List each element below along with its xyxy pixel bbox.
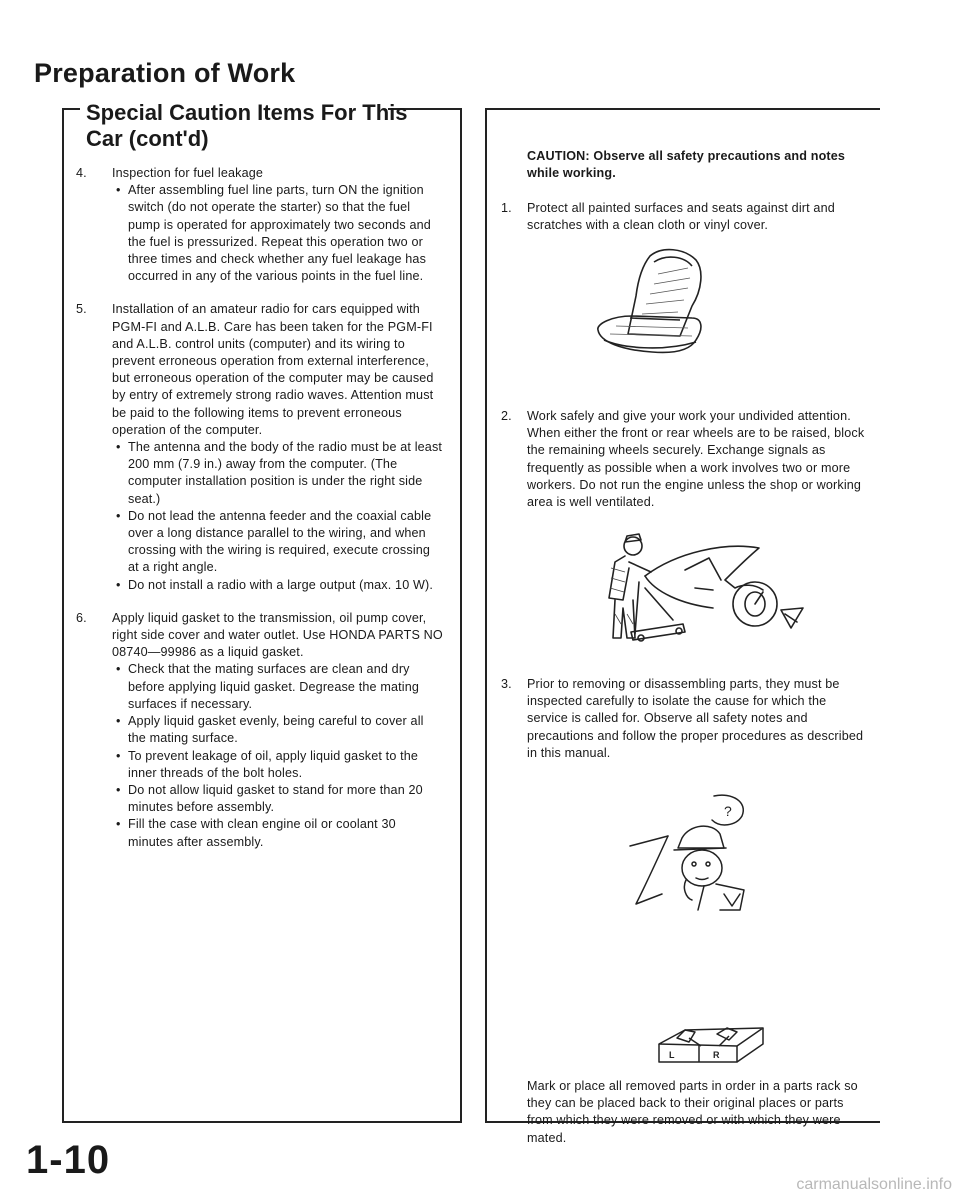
parts-rack-note: Mark or place all removed parts in order in a parts rack so they can be placed back to their original places or parts from which they were removed or with which they were mated.	[527, 1079, 858, 1145]
bullet-item: • After assembling fuel line parts, turn ON the ignition switch (do not operate the starter) so that the fuel pump is operated for approximately two seconds and the fuel is pressurized. Repeat this operation two or three times and check whether any fuel leakage has occurred in any of the various points in the fuel line.	[112, 182, 444, 285]
rack-label-right: R	[713, 1050, 720, 1060]
list-item-5	[76, 301, 444, 593]
frame-rule-top-left-short	[62, 108, 80, 110]
right-item-3	[487, 676, 867, 762]
bullet-item: • To prevent leakage of oil, apply liquid gasket to the inner threads of the bolt holes.	[112, 748, 444, 782]
section-title-line-2: Car (cont'd)	[86, 126, 209, 151]
thinking-mechanic-illustration	[628, 788, 768, 918]
item-number: 2.	[501, 409, 512, 423]
page-title: Preparation of Work	[34, 58, 296, 88]
list-item-4	[76, 165, 444, 285]
item-text: Protect all painted surfaces and seats against dirt and scratches with a clean cloth or vinyl cover.	[527, 201, 835, 233]
item-number: 6.	[76, 610, 87, 625]
parts-rack-drawing	[655, 1024, 765, 1066]
bullet-list	[112, 182, 444, 285]
frame-rule-bottom-left	[62, 1121, 462, 1123]
item-text: Installation of an amateur radio for cars equipped with PGM-FI and A.L.B. Care has been taken for the PGM-FI and A.L.B. control units (computer) and its wiring to prevent erroneous operation from external interference, but erroneous operation of the computer may be caused by entry of extremely strong radio waves. Attention must be paid to the following items to prevent erroneous operation of the computer.	[112, 302, 434, 437]
item-text: Prior to removing or disassembling parts, they must be inspected carefully to isolate the cause for which the service is called for. Observe all safety notes and precautions and follow the proper procedures as described in this manual.	[527, 677, 864, 760]
list-item-6	[76, 610, 444, 851]
item-text: Work safely and give your work your undivided attention. When either the front or rear wheels are to be raised, block the remaining wheels securely. Exchange signals as frequently as possible when a work involves two or more workers. Do not run the engine unless the shop or working area is well ventilated.	[527, 409, 865, 510]
bullet-list	[112, 661, 444, 850]
parts-rack-illustration	[655, 1160, 656, 1161]
frame-rule-top-right	[487, 108, 880, 110]
bullet-item: • The antenna and the body of the radio must be at least 200 mm (7.9 in.) away from the computer. (The computer installation position is under the right side seat.)	[112, 439, 444, 508]
bullet-item: • Fill the case with clean engine oil or coolant 30 minutes after assembly.	[112, 816, 444, 850]
right-item-2	[487, 408, 867, 511]
question-mark: ?	[724, 803, 732, 819]
item-number: 3.	[501, 677, 512, 691]
bullet-list	[112, 439, 444, 594]
page-number: 1-10	[26, 1138, 111, 1182]
frame-rule-right	[485, 108, 487, 1123]
bullet-item: • Do not lead the antenna feeder and the coaxial cable over a long distance parallel to the wiring, and when crossing with the wiring is required, execute crossing at a right angle.	[112, 508, 444, 577]
bullet-item: • Apply liquid gasket evenly, being careful to cover all the mating surface.	[112, 713, 444, 747]
item-text: Apply liquid gasket to the transmission, oil pump cover, right side cover and water outlet. Use HONDA PARTS NO 08740—99986 as a liquid gasket.	[112, 610, 443, 660]
section-title-line-1: Special Caution Items For This	[86, 100, 408, 125]
bullet-item: • Check that the mating surfaces are clean and dry before applying liquid gasket. Degrease the mating surfaces if necessary.	[112, 661, 444, 713]
caution-note: CAUTION: Observe all safety precautions and notes while working.	[527, 149, 846, 181]
watermark: carmanualsonline.info	[796, 1176, 952, 1193]
frame-rule-left	[62, 108, 64, 1123]
left-column	[76, 165, 444, 867]
frame-rule-middle	[460, 108, 462, 1123]
car-jack-illustration	[585, 528, 815, 652]
bullet-item: • Do not install a radio with a large output (max. 10 W).	[112, 577, 444, 594]
item-number: 4.	[76, 166, 87, 180]
seat-cover-illustration	[592, 244, 712, 362]
item-number: 5.	[76, 302, 87, 317]
item-text: Inspection for fuel leakage	[112, 166, 264, 180]
rack-label-left: L	[669, 1050, 675, 1060]
right-item-1	[487, 200, 867, 234]
bullet-item: • Do not allow liquid gasket to stand for more than 20 minutes before assembly.	[112, 782, 444, 816]
section-title	[86, 100, 408, 152]
item-number: 1.	[501, 201, 512, 215]
